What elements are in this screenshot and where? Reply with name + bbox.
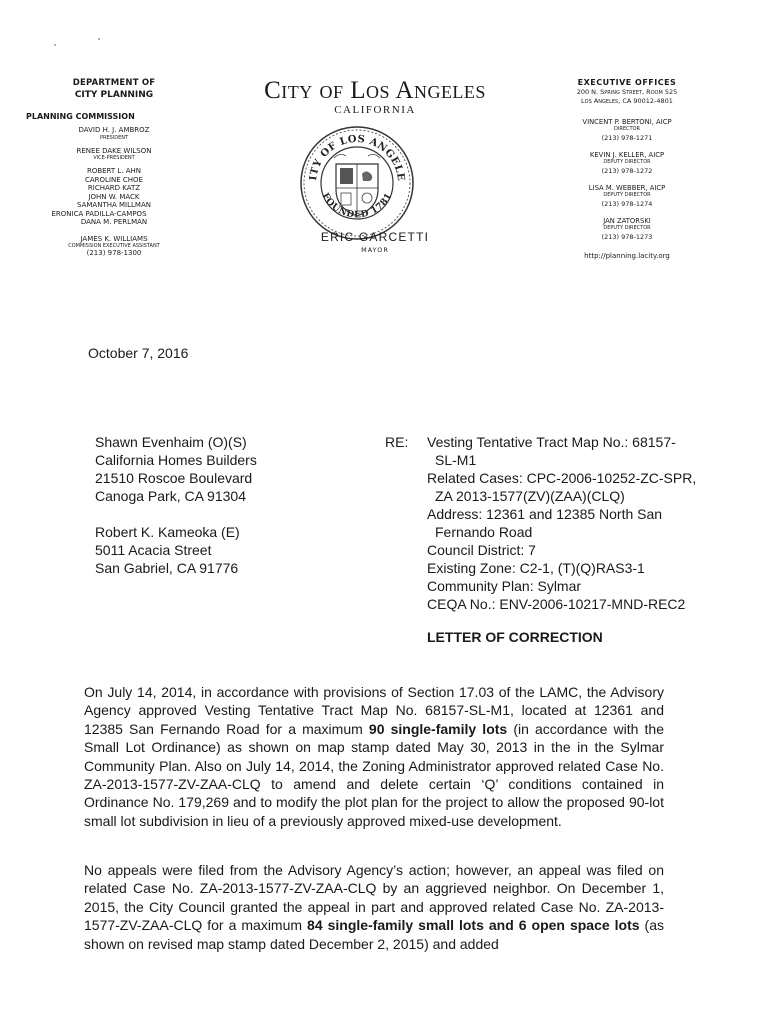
assistant-name: JAMES K. WILLIAMS bbox=[80, 234, 148, 243]
scan-speck bbox=[54, 44, 56, 46]
official-name: KEVIN J. KELLER, AICP bbox=[589, 151, 665, 159]
letter-heading: LETTER OF CORRECTION bbox=[427, 629, 603, 645]
member-name: CAROLINE CHOE bbox=[85, 175, 143, 184]
member-role: PRESIDENT bbox=[99, 134, 129, 141]
recipient2-line: San Gabriel, CA 91776 bbox=[95, 560, 239, 576]
seal-text-bottom: FOUNDED 1781 bbox=[319, 191, 395, 221]
member-name: DANA M. PERLMAN bbox=[80, 218, 148, 226]
scan-speck bbox=[98, 38, 100, 40]
paragraph-text: (in accordance with the Small Lot Ordinance) as shown on map stamp dated May 30, 2013 in the in the Sylmar Community Plan. Also on July 14, 2014, the Zoning Administrator approved related Case No. ZA-2013-1577-ZV-ZAA-CLQ to amend and delete certain ‘Q’ conditions contained in Ordinance No. 179,269 and to modify the plot plan for the project to allow the proposed 90-lot small lot subdivision in lieu of a previously approved mixed-use development. bbox=[84, 720, 664, 829]
dept-line1: DEPARTMENT OF bbox=[72, 78, 156, 88]
recipients-block bbox=[95, 433, 257, 577]
recipient1-line: Canoga Park, CA 91304 bbox=[95, 488, 246, 504]
member-name: ROBERT L. AHN bbox=[86, 167, 142, 175]
executive-offices-title: EXECUTIVE OFFICES bbox=[577, 78, 677, 87]
re-line: Address: 12361 and 12385 North San bbox=[427, 506, 663, 522]
seal-text-top: ITY OF LOS ANGELE bbox=[308, 133, 407, 182]
official-name: LISA M. WEBBER, AICP bbox=[588, 184, 666, 192]
official-phone: (213) 978-1274 bbox=[601, 200, 653, 208]
re-line: Fernando Road bbox=[435, 524, 533, 540]
city-seal bbox=[298, 124, 416, 242]
city-title: City of Los Angeles bbox=[264, 77, 486, 104]
official-role: DEPUTY DIRECTOR bbox=[603, 159, 651, 165]
recipient1-line: Shawn Evenhaim (O)(S) bbox=[95, 434, 247, 450]
city-header bbox=[210, 76, 540, 116]
paragraph-text: On July 14, 2014, in accordance with provisions of Section 17.03 of the LAMC, the Advisory Agency approved Vesting Tentative Tract Map No. 68157-SL-M1, located at 12361 and 12385 San Fernando Road for a maximum bbox=[84, 684, 664, 737]
re-label: RE: bbox=[385, 434, 409, 450]
website-link[interactable]: http://planning.lacity.org bbox=[584, 252, 670, 260]
recipient2-line: Robert K. Kameoka (E) bbox=[95, 524, 240, 540]
re-line: Council District: 7 bbox=[427, 542, 536, 558]
official-phone: (213) 978-1271 bbox=[601, 134, 653, 142]
assistant-phone: (213) 978-1300 bbox=[86, 249, 142, 257]
member-role: VICE-PRESIDENT bbox=[93, 155, 135, 161]
assistant-role: COMMISSION EXECUTIVE ASSISTANT bbox=[68, 243, 160, 249]
official-phone: (213) 978-1272 bbox=[601, 167, 653, 175]
commission-label: PLANNING COMMISSION bbox=[26, 112, 135, 121]
re-line: Vesting Tentative Tract Map No.: 68157- bbox=[427, 434, 676, 450]
planning-department-column bbox=[24, 78, 204, 258]
re-line: Community Plan: Sylmar bbox=[427, 578, 582, 594]
re-line: ZA 2013-1577(ZV)(ZAA)(CLQ) bbox=[435, 488, 625, 504]
body-paragraph-2 bbox=[84, 861, 664, 953]
official-phone: (213) 978-1273 bbox=[601, 233, 653, 241]
re-line: Existing Zone: C2-1, (T)(Q)RAS3-1 bbox=[427, 560, 645, 576]
official-name: JAN ZATORSKI bbox=[603, 217, 651, 225]
mayor-name: ERIC GARCETTI bbox=[320, 230, 430, 244]
recipient1-line: 21510 Roscoe Boulevard bbox=[95, 470, 253, 486]
executive-offices-column bbox=[552, 78, 702, 260]
re-line: CEQA No.: ENV-2006-10217-MND-REC2 bbox=[427, 596, 686, 612]
member-name: RICHARD KATZ bbox=[87, 184, 141, 192]
official-role: DEPUTY DIRECTOR bbox=[603, 225, 651, 231]
state-label: CALIFORNIA bbox=[334, 104, 416, 116]
office-address-line2: Los Angeles, CA 90012-4801 bbox=[581, 97, 673, 105]
member-name: DAVID H. J. AMBROZ bbox=[78, 126, 150, 134]
official-role: DIRECTOR bbox=[614, 126, 640, 132]
letter-date: October 7, 2016 bbox=[88, 345, 189, 361]
body-paragraph-1 bbox=[84, 683, 664, 830]
re-line: Related Cases: CPC-2006-10252-ZC-SPR, bbox=[427, 470, 697, 486]
re-line: SL-M1 bbox=[435, 452, 477, 468]
paragraph-emphasis: 90 single-family lots bbox=[368, 720, 508, 737]
office-address-line1: 200 N. Spring Street, Room 525 bbox=[576, 88, 678, 96]
member-name: JOHN W. MACK bbox=[88, 192, 140, 201]
member-name: RENEE DAKE WILSON bbox=[76, 146, 152, 155]
member-name: SAMANTHA MILLMAN bbox=[77, 201, 151, 209]
mayor-title: MAYOR bbox=[361, 246, 389, 254]
dept-line2: CITY PLANNING bbox=[74, 90, 154, 100]
recipient1-line: California Homes Builders bbox=[95, 452, 257, 468]
member-name: ERONICA PADILLA-CAMPOS bbox=[51, 209, 147, 218]
official-name: VINCENT P. BERTONI, AICP bbox=[582, 118, 672, 126]
paragraph-text: No appeals were filed from the Advisory Agency’s action; however, an appeal was filed on related Case No. ZA-2013-1577-ZV-ZAA-CLQ by an aggrieved neighbor. On December 1, 2015, the City Council granted the appeal in part and approved related Case No. ZA-2013-1577-ZV-ZAA-CLQ for a maximum bbox=[84, 862, 664, 934]
recipient2-line: 5011 Acacia Street bbox=[95, 542, 212, 558]
paragraph-emphasis: 84 single-family small lots and 6 open space lots bbox=[307, 917, 640, 934]
official-role: DEPUTY DIRECTOR bbox=[603, 192, 651, 198]
re-block bbox=[427, 433, 727, 613]
paragraph-text: (as shown on revised map stamp dated December 2, 2015) and added bbox=[84, 917, 664, 952]
